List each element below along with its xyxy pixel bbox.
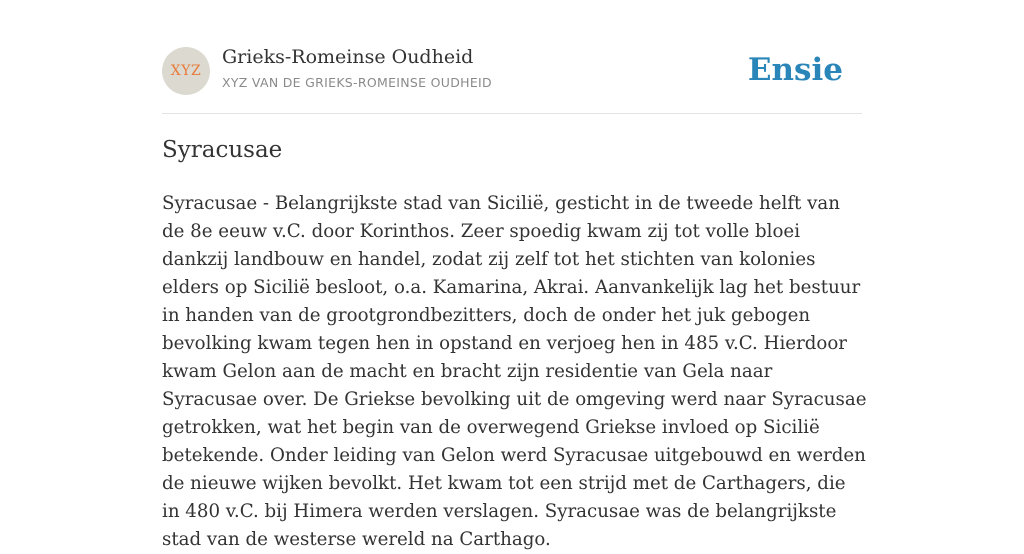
source-title-link[interactable]: Grieks-Romeinse Oudheid xyxy=(222,46,474,68)
entry-body: Syracusae - Belangrijkste stad van Sicilië, gesticht in de tweede helft van de 8e eeuw v.C. door Korinthos. Zeer spoedig kwam zij tot volle bloei dankzij landbouw en handel, zodat zij zelf tot het stichten van kolonies elders op Sicilië besloot, o.a. Kamarina, Akrai. Aanvankelijk lag het bestuur in handen van de grootgrondbezitters, doch de onder het juk gebogen bevolking kwam tegen hen in opstand en verjoeg hen in 485 v.C. Hierdoor kwam Gelon aan de macht en bracht zijn residentie van Gela naar Syracusae over. De Griekse bevolking uit de omgeving werd naar Syracusae getrokken, wat het begin van de overwegend Griekse invloed op Sicilië betekende. Onder leiding van Gelon werd Syracusae uitgebouwd en werden de nieuwe wijken bevolkt. Het kwam tot een strijd met de Carthagers, die in 480 v.C. bij Himera werden verslagen. Syracusae was de belangrijkste stad van de westerse wereld na Carthago. xyxy=(162,193,867,550)
entry-card xyxy=(162,0,867,550)
entry-header xyxy=(162,0,862,114)
entry-title: Syracusae xyxy=(162,137,283,163)
source-avatar[interactable]: XYZ xyxy=(162,47,210,95)
brand-logo[interactable]: Ensie xyxy=(747,52,843,88)
source-subtitle: XYZ VAN DE GRIEKS-ROMEINSE OUDHEID xyxy=(222,75,492,90)
